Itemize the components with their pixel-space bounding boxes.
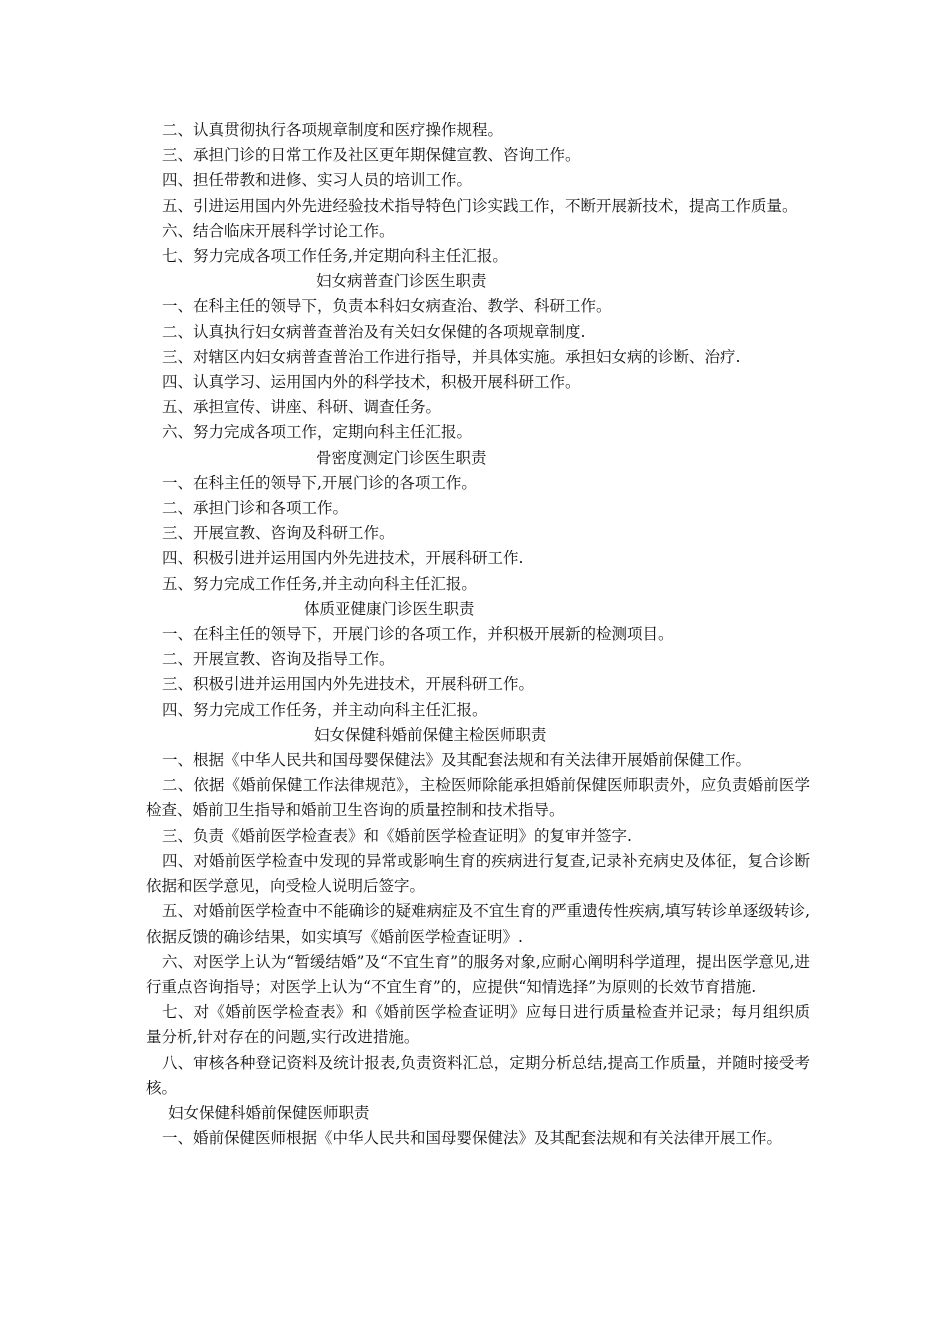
paragraph: 五、承担宣传、讲座、科研、调查任务。: [162, 398, 442, 417]
section-heading: 妇女病普查门诊医生职责: [316, 272, 487, 291]
paragraph: 五、对婚前医学检查中不能确诊的疑难病症及不宜生育的严重遗传性疾病,填写转诊单逐级转诊,依据反馈的确诊结果，如实填写《婚前医学检查证明》.: [146, 902, 810, 946]
paragraph: 三、开展宣教、咨询及科研工作。: [162, 524, 395, 543]
paragraph: 三、对辖区内妇女病普查普治工作进行指导，并具体实施。承担妇女病的诊断、治疗.: [162, 347, 741, 366]
paragraph: 一、在科主任的领导下,开展门诊的各项工作。: [162, 473, 477, 492]
paragraph: 二、承担门诊和各项工作。: [162, 499, 349, 518]
section-heading: 妇女保健科婚前保健医师职责: [168, 1103, 370, 1122]
paragraph: 三、承担门诊的日常工作及社区更年期保健宣教、咨询工作。: [162, 146, 581, 165]
paragraph: 四、努力完成工作任务，并主动向科主任汇报。: [162, 700, 488, 719]
paragraph: 六、对医学上认为“暂缓结婚”及“不宜生育”的服务对象,应耐心阐明科学道理，提出医学意见,进行重点咨询指导；对医学上认为“不宜生育”的，应提供“知情选择”为原则的长效节育措施.: [146, 952, 810, 996]
paragraph: 四、积极引进并运用国内外先进技术，开展科研工作.: [162, 549, 524, 568]
paragraph: 二、开展宣教、咨询及指导工作。: [162, 650, 395, 669]
paragraph: 四、对婚前医学检查中发现的异常或影响生育的疾病进行复查,记录补充病史及体征，复合诊断依据和医学意见，向受检人说明后签字。: [146, 851, 810, 896]
paragraph: 一、在科主任的领导下，开展门诊的各项工作，并积极开展新的检测项目。: [162, 625, 674, 644]
paragraph: 七、努力完成各项工作任务,并定期向科主任汇报。: [162, 247, 508, 266]
paragraph: 三、负责《婚前医学检查表》和《婚前医学检查证明》的复审并签字.: [162, 826, 632, 845]
document-page: [0, 118, 950, 1151]
paragraph: 八、审核各种登记资料及统计报表,负责资料汇总，定期分析总结,提高工作质量，并随时接受考核。: [146, 1053, 810, 1097]
paragraph: 三、积极引进并运用国内外先进技术，开展科研工作。: [162, 675, 535, 694]
paragraph: 六、努力完成各项工作，定期向科主任汇报。: [162, 423, 473, 442]
section-heading: 体质亚健康门诊医生职责: [304, 599, 475, 618]
paragraph: 六、结合临床开展科学讨论工作。: [162, 221, 395, 240]
paragraph: 五、引进运用国内外先进经验技术指导特色门诊实践工作，不断开展新技术，提高工作质量。: [162, 196, 798, 215]
paragraph: 一、在科主任的领导下，负责本科妇女病查治、教学、科研工作。: [162, 297, 612, 316]
paragraph: 二、认真贯彻执行各项规章制度和医疗操作规程。: [162, 121, 504, 139]
paragraph: 七、对《婚前医学检查表》和《婚前医学检查证明》应每日进行质量检查并记录；每月组织质量分析,针对存在的问题,实行改进措施。: [146, 1003, 810, 1047]
paragraph: 四、担任带教和进修、实习人员的培训工作。: [162, 171, 473, 190]
section-heading: 妇女保健科婚前保健主检医师职责: [314, 725, 547, 744]
paragraph: 一、婚前保健医师根据《中华人民共和国母婴保健法》及其配套法规和有关法律开展工作。: [162, 1129, 783, 1148]
paragraph: 五、努力完成工作任务,并主动向科主任汇报。: [162, 574, 477, 593]
paragraph: 四、认真学习、运用国内外的科学技术，积极开展科研工作。: [162, 373, 581, 392]
section-heading: 骨密度测定门诊医生职责: [316, 448, 487, 467]
paragraph: 一、根据《中华人民共和国母婴保健法》及其配套法规和有关法律开展婚前保健工作。: [162, 751, 752, 770]
paragraph: 二、依据《婚前保健工作法律规范》，主检医师除能承担婚前保健医师职责外，应负责婚前医学检查、婚前卫生指导和婚前卫生咨询的质量控制和技术指导。: [146, 776, 810, 820]
paragraph: 二、认真执行妇女病普查普治及有关妇女保健的各项规章制度.: [162, 322, 586, 341]
